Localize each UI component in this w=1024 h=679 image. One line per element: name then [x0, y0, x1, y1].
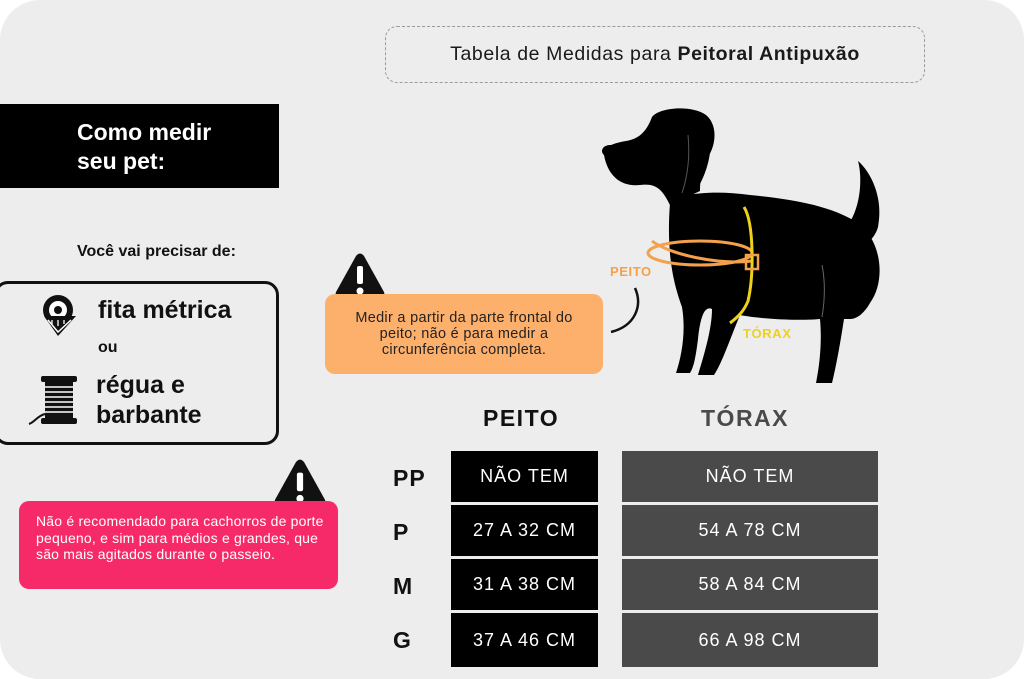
title-prefix: Tabela de Medidas para [450, 43, 672, 65]
torax-cell: 54 A 78 CM [622, 505, 878, 556]
torax-cell: 66 A 98 CM [622, 613, 878, 667]
tool-tape-measure: fita métrica [98, 296, 232, 324]
size-label: P [393, 519, 410, 545]
column-header-peito: PEITO [483, 405, 560, 431]
tool-or: ou [98, 339, 118, 356]
tool2-line-2: barbante [96, 401, 202, 429]
torax-cell: 58 A 84 CM [622, 559, 878, 610]
how-to-line-2: seu pet: [77, 148, 166, 174]
peito-cell: 27 A 32 CM [451, 505, 598, 556]
title-product: Peitoral Antipuxão [677, 43, 860, 65]
dog-silhouette [600, 105, 890, 390]
tool2-line-1: régua e [96, 371, 185, 399]
page-title [385, 26, 925, 83]
peito-cell: NÃO TEM [451, 451, 598, 502]
need-label: Você vai precisar de: [77, 243, 236, 260]
torax-diagram-label: TÓRAX [743, 326, 792, 341]
thread-spool-icon [27, 374, 79, 428]
tape-measure-icon [38, 294, 80, 338]
size-warning-note: Não é recomendado para cachorros de porte pequeno, e sim para médios e grandes, que são mais agitados durante o passeio. [19, 501, 338, 589]
peito-pointer-curve [605, 286, 645, 336]
peito-cell: 31 A 38 CM [451, 559, 598, 610]
front-measure-note: Medir a partir da parte frontal do peito; não é para medir a circunferência completa. [325, 294, 603, 374]
peito-diagram-label: PEITO [610, 264, 652, 279]
size-label: G [393, 627, 412, 653]
tool-ruler-string [96, 370, 202, 430]
how-to-line-1: Como medir [77, 119, 212, 145]
column-header-torax: TÓRAX [701, 405, 789, 431]
peito-cell: 37 A 46 CM [451, 613, 598, 667]
size-label: PP [393, 465, 426, 491]
torax-cell: NÃO TEM [622, 451, 878, 502]
how-to-measure-heading [0, 104, 279, 188]
size-label: M [393, 573, 414, 599]
